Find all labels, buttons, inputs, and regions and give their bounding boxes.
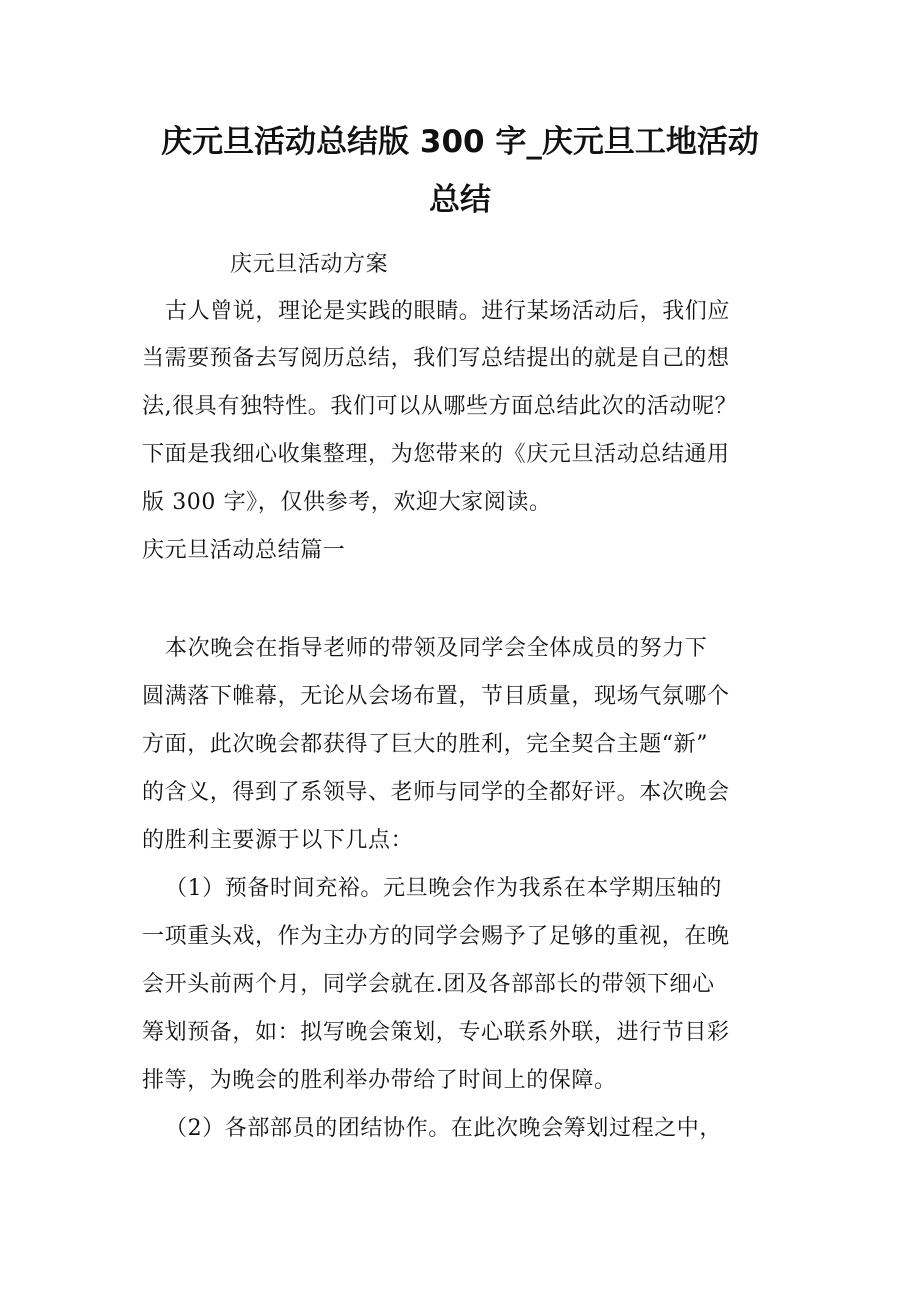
intro-line: 下面是我细心收集整理，为您带来的《庆元旦活动总结通用 [142,442,730,467]
section-heading: 庆元旦活动总结篇一 [142,538,346,563]
point-1-line: 排等，为晚会的胜利举办带给了时间上的保障。 [142,1068,617,1093]
intro-line: 法,很具有独特性。我们可以从哪些方面总结此次的活动呢？ [142,394,738,419]
document-subtitle: 庆元旦活动方案 [230,252,389,277]
body-line: 的含义，得到了系领导、老师与同学的全都好评。本次晚会 [142,780,730,805]
point-1-line: 一项重头戏，作为主办方的同学会赐予了足够的重视，在晚 [142,924,730,949]
body-line: 圆满落下帷幕，无论从会场布置，节目质量，现场气氛哪个 [142,684,730,709]
body-line: 方面，此次晚会都获得了巨大的胜利，完全契合主题“新” [142,732,709,757]
body-line: 本次晚会在指导老师的带领及同学会全体成员的努力下 [165,636,708,661]
point-2-line: （2）各部部员的团结协作。在此次晚会筹划过程之中， [165,1116,722,1141]
intro-line: 版 300 字》，仅供参考，欢迎大家阅读。 [142,490,552,515]
point-1-line: （1）预备时间充裕。元旦晚会作为我系在本学期压轴的 [165,876,722,901]
body-line: 的胜利主要源于以下几点： [142,828,414,853]
point-1-line: 会开头前两个月，同学会就在.团及各部部长的带领下细心 [142,972,715,997]
document-title-line-2: 总结 [429,182,491,218]
point-1-line: 筹划预备，如：拟写晚会策划，专心联系外联，进行节目彩 [142,1020,730,1045]
intro-line: 古人曾说，理论是实践的眼睛。进行某场活动后，我们应 [165,299,731,324]
intro-line: 当需要预备去写阅历总结，我们写总结提出的就是自己的想 [142,346,730,371]
document-title-line-1: 庆元旦活动总结版 300 字_庆元旦工地活动 [161,124,759,160]
